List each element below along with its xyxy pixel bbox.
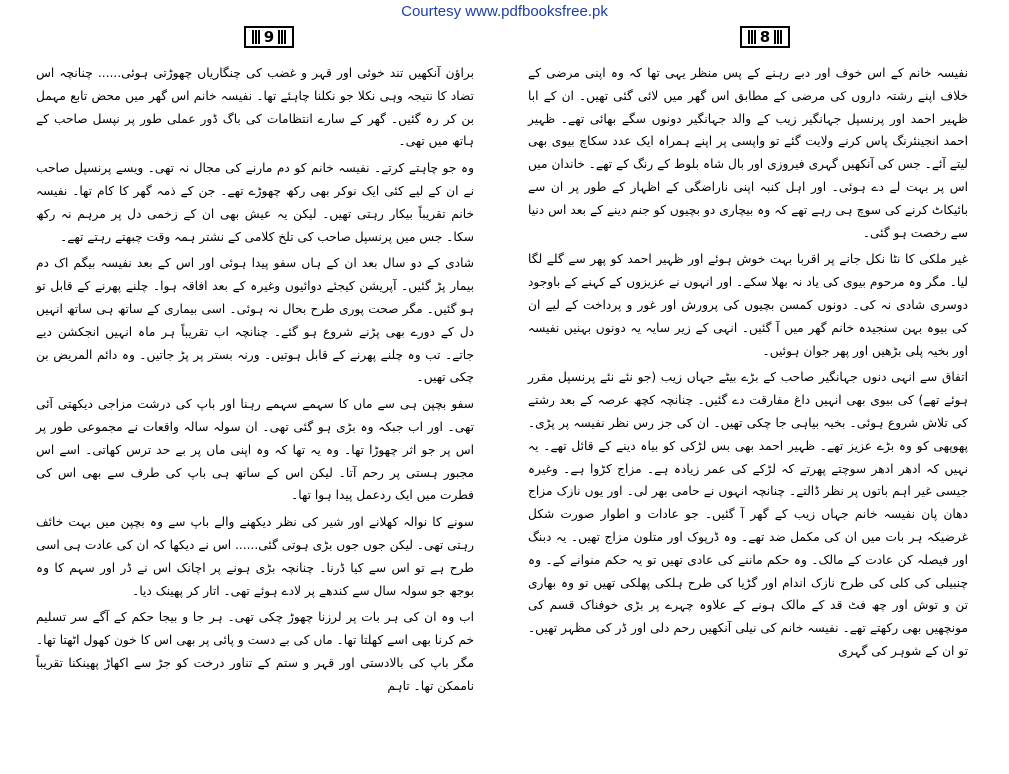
ornament-icon	[774, 30, 782, 44]
paragraph: اب وہ ان کی ہر بات پر لرزنا چھوڑ چکی تھی۔ ہر جا و بیجا حکم کے آگے سر تسلیم خم کرنا بھی اسے کھلتا تھا۔ ماں کی بے دست و پائی پر بھی اس کا خون کھول اٹھتا تھا۔ مگر باپ کی بالادستی اور قہر و ستم کے تناور درخت کو جڑ سے اکھاڑ پھینکنا تقریباً ناممکن تھا۔ تاہم	[36, 610, 474, 693]
paragraph: نفیسہ خانم کے اس خوف اور دبے رہنے کے پس منظر یہی تھا کہ وہ اپنی مرضی کے خلاف اپنے رشتہ داروں کی مرضی کے مطابق اس گھر میں لائی گئی تھیں۔ ان کے ابا ظہیر احمد اور پرنسپل جہانگیر زیب کے والد جہانگیر دونوں سگے بھائی تھے۔ ظہیر احمد انجینئرنگ پاس کرنے ولایت گئے تو واپسی پر اپنے ہمراہ ایک عدد سکاچ بیوی بھی لیتے آئے۔ جس کی آنکھیں گہری فیروزی اور بال شاہ بلوط کے رنگ کے تھے۔ خاندان میں اس پر بہت لے دے ہوئی۔ اور اہل کنبہ اپنی ناراضگی کے اظہار کے طور پر ان سے بائیکاٹ کرنے کی سوچ ہی رہے تھے کہ وہ بیچاری دو بچیوں کو جنم دینے کے بعد اس دنیا سے رخصت ہو گئی۔	[528, 66, 968, 240]
courtesy-header[interactable]: Courtesy www.pdfbooksfree.pk	[401, 3, 608, 20]
paragraph: غیر ملکی کا نٹا نکل جانے پر اقربا بہت خوش ہوئے اور ظہیر احمد کو پھر سے گلے لگا لیا۔ مگر وہ مرحوم بیوی کی یاد نہ بھلا سکے۔ اور انہوں نے عزیزوں کے کہنے کے باوجود دوسری شادی نہ کی۔ دونوں کمسن بچیوں کی پرورش اور غور و پرداخت کے لیے ان کی بیوہ بہن سنجیدہ خانم گھر میں آ گئیں۔ انہی کے زیر سایہ یہ دونوں بہنیں نفیسہ اور بخیہ پلی بڑھیں اور پھر جوان ہوئیں۔	[528, 252, 968, 358]
right-page	[528, 22, 968, 772]
page-number: 8	[759, 28, 771, 46]
page-text	[528, 62, 968, 667]
page-text	[36, 62, 474, 702]
left-page	[36, 22, 474, 772]
page-number: 9	[263, 28, 275, 46]
paragraph: سفو بچپن ہی سے ماں کا سہمے سہمے رہنا اور باپ کی درشت مزاجی دیکھتی آئی تھی۔ اور اب جبکہ وہ بڑی ہو گئی تھی۔ ان سولہ سالہ واقعات نے مجموعی طور پر اس پر جو اثر چھوڑا تھا۔ وہ یہ تھا کہ وہ اپنی ماں پر بے حد ترس کھاتی۔ اسے اس مجبور ہستی پر رحم آتا۔ لیکن اس کے ساتھ ہی باپ کی طرف سے بھی اس کی فطرت میں ایک ردعمل پیدا ہوا تھا۔	[36, 397, 474, 503]
ornament-icon	[748, 30, 756, 44]
paragraph: وہ جو چاہتے کرتے۔ نفیسہ خانم کو دم مارنے کی مجال نہ تھی۔ ویسے پرنسپل صاحب نے ان کے لیے کئی ایک نوکر بھی رکھ چھوڑے تھے۔ جن کے ذمہ گھر کا کام تھا۔ نفیسہ خانم تقریباً بیکار رہتی تھیں۔ لیکن یہ عیش بھی ان کے زخمی دل پر مرہم نہ رکھ سکا۔ جس میں پرنسپل صاحب کی تلخ کلامی کے نشتر ہمہ وقت چبھتے رہتے تھے۔	[36, 161, 474, 244]
page-number-box	[244, 26, 294, 48]
paragraph: اتفاق سے انہی دنوں جہانگیر صاحب کے بڑے بیٹے جہاں زیب (جو نئے نئے پرنسپل مقرر ہوئے تھے) کی بیوی بھی انہیں داغ مفارقت دے گئیں۔ چنانچہ کچھ عرصہ کے بعد رشتے کی تلاش شروع ہوئی۔ بخیہ بیاہی جا چکی تھیں۔ ان کی جز رس نظر نفیسہ پر پڑی۔ پھوپھی کو وہ بڑے عزیز تھے۔ ظہیر احمد بھی بس لڑکی کو بیاہ دینے کے قائل تھے۔ یہ نہیں کہ ادھر ادھر سوچتے پھرتے کہ لڑکے کی عمر زیادہ ہے۔ مزاج کڑوا ہے۔ وغیرہ جیسی غیر اہم باتوں پر نظر ڈالتے۔ چنانچہ انہوں نے حامی بھر لی۔ اور یوں نازک مزاج دھان پان نفیسہ خانم جہاں زیب کے گھر آ گئیں۔ جو عادات و اطوار صورت شکل غرضیکہ ہر بات میں ان کی مکمل ضد تھے۔ وہ ڈرپوک اور متلون مزاج تھیں۔ یہ دبنگ اور فیصلہ کن عادت کے مالک۔ وہ حکم ماننے کی عادی تھیں تو یہ حکم منوانے کے۔ وہ چنبیلی کی کلی کی طرح نازک اندام اور گڑیا کی طرح ہلکی پھلکی تھیں تو وہ بھاری تن و توش اور چھ فٹ قد کے مالک ہونے کے علاوہ چہرے پر بڑی خوفناک قسم کی مونچھیں بھی رکھتے تھے۔ نفیسہ خانم کی نیلی آنکھیں رحم دلی اور ڈر کی مظہر تھیں۔ تو ان کے شوہر کی گہری	[528, 370, 968, 658]
paragraph: شادی کے دو سال بعد ان کے ہاں سفو پیدا ہوئی اور اس کے بعد نفیسہ بیگم اک دم بیمار پڑ گئیں۔ آپریشن کیجئے دوائیوں وغیرہ کے بعد افاقہ ہوا۔ چلنے پھرنے کے قابل تو ہو گئیں۔ مگر صحت پوری طرح بحال نہ ہوئی۔ اسی بیماری کے ساتھ ہی ساتھ انہیں دل کے دورے بھی پڑنے شروع ہو گئے۔ چنانچہ اب تقریباً ہر ماہ انہیں انجکشن دیے جاتے۔ تب وہ چلنے پھرنے کے قابل ہوتیں۔ ورنہ بستر پر پڑ جاتیں۔ وہ دائم المریض بن چکی تھیں۔	[36, 256, 474, 385]
paragraph: سونے کا نوالہ کھلانے اور شیر کی نظر دیکھنے والے باپ سے وہ بچپن میں بہت خائف رہتی تھی۔ لیکن جوں جوں بڑی ہوتی گئی...... اس نے دیکھا کہ ان کی عادت ہی اسی طرح ہے تو اس سے کیا ڈرنا۔ چنانچہ بڑی ہونے پر اچانک اس نے ڈر اور سہم کا وہ بوجھ جو سولہ سال سے کندھے پر لادے ہوئے تھی۔ اتار کر پھینک دیا۔	[36, 515, 474, 598]
ornament-icon	[252, 30, 260, 44]
ornament-icon	[278, 30, 286, 44]
paragraph: براؤن آنکھیں تند خوئی اور قہر و غضب کی چنگاریاں چھوڑتی ہوئی...... چنانچہ اس تضاد کا نتیجہ وہی نکلا جو نکلنا چاہئے تھا۔ نفیسہ خانم اس گھر میں محض تابع مہمل بن کر رہ گئیں۔ گھر کے سارے انتظامات کی باگ ڈور عملی طور پر نپسل صاحب کے ہاتھ میں تھی۔	[36, 66, 474, 149]
page-number-box	[740, 26, 790, 48]
